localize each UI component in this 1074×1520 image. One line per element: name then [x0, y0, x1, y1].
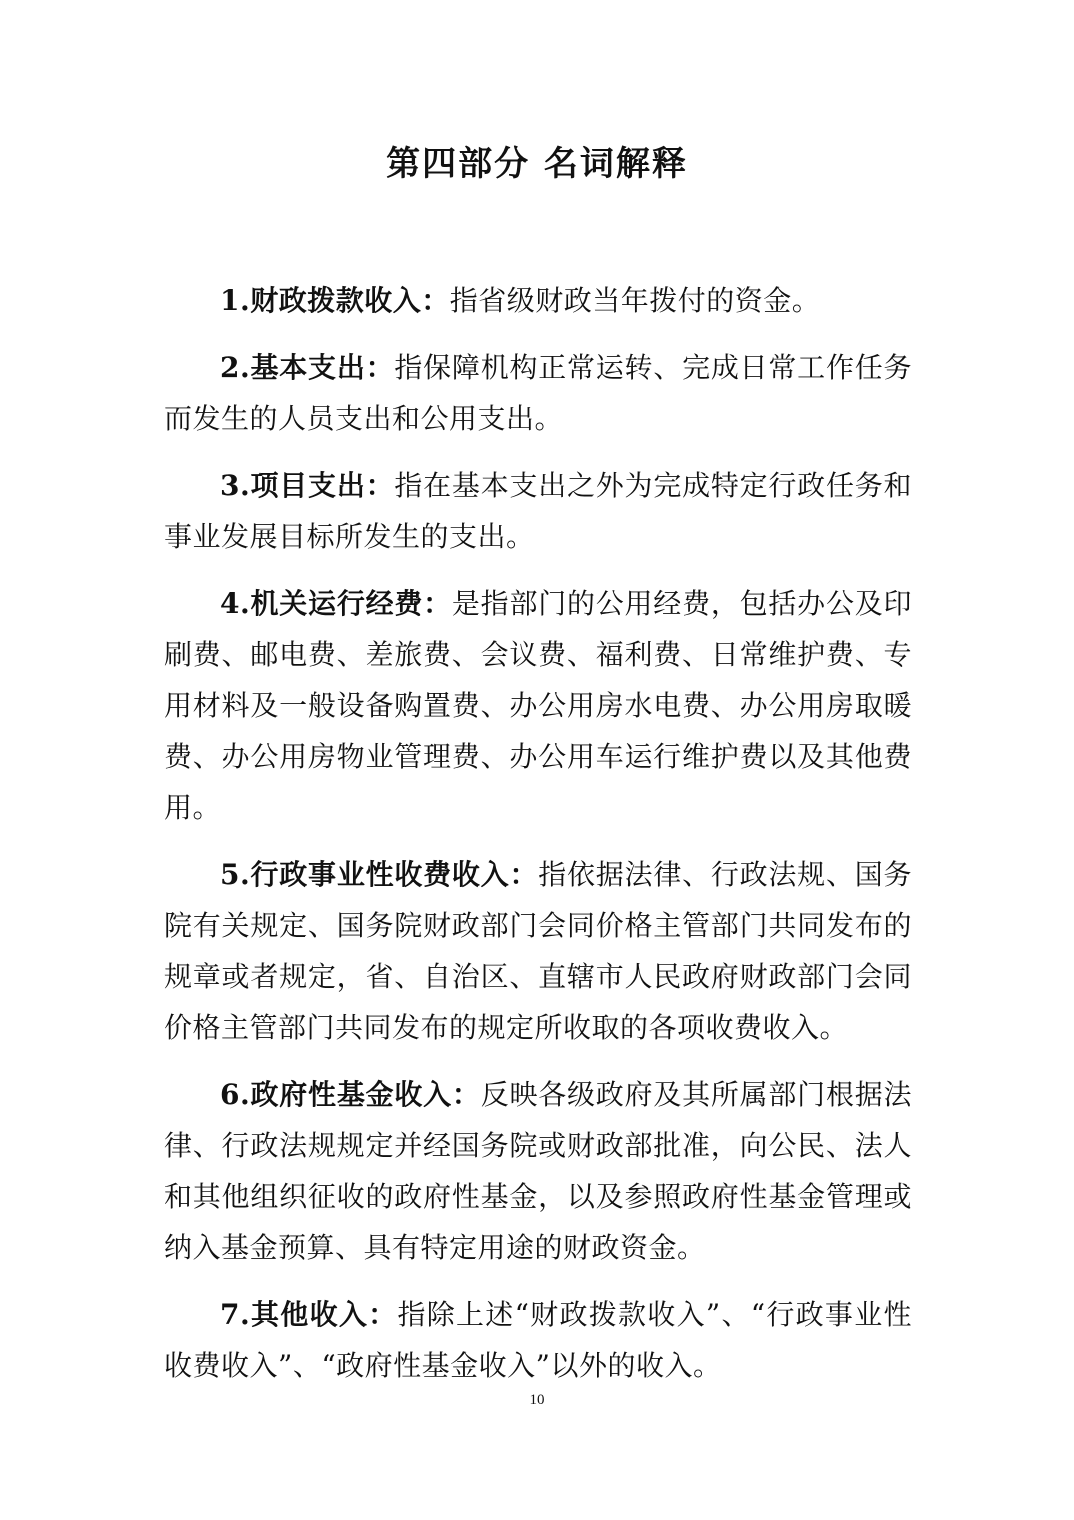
definition-item — [164, 849, 912, 1053]
definition-text: 指在基本支出之外为完成特定行政任务和事业发展目标所发生的支出。 — [164, 469, 912, 553]
definition-text: 反映各级政府及其所属部门根据法律、行政法规规定并经国务院或财政部批准，向公民、法人和其他组织征收的政府性基金，以及参照政府性基金管理或纳入基金预算、具有特定用途的财政资金。 — [164, 1078, 912, 1264]
definition-text: 指除上述“财政拨款收入”、“行政事业性收费收入”、“政府性基金收入”以外的收入。 — [164, 1298, 912, 1382]
definition-item — [164, 460, 912, 562]
definition-list — [164, 275, 912, 1407]
page-number: 10 — [529, 1392, 545, 1408]
definition-term: 6.政府性基金收入： — [220, 1078, 481, 1111]
definition-term: 4.机关运行经费： — [220, 587, 452, 620]
definition-item — [164, 1069, 912, 1273]
page-title: 第四部分 名词解释 — [386, 144, 688, 184]
definition-term: 3.项目支出： — [220, 469, 395, 502]
definition-text: 指依据法律、行政法规、国务院有关规定、国务院财政部门会同价格主管部门共同发布的规章或者规定，省、自治区、直辖市人民政府财政部门会同价格主管部门共同发布的规定所收取的各项收费收入。 — [164, 858, 912, 1044]
definition-item — [164, 342, 912, 444]
definition-text: 指省级财政当年拨付的资金。 — [449, 284, 821, 317]
definition-term: 2.基本支出： — [220, 351, 395, 384]
definition-term: 7.其他收入： — [220, 1298, 398, 1331]
definition-term: 5.行政事业性收费收入： — [220, 858, 539, 891]
definition-text: 是指部门的公用经费，包括办公及印刷费、邮电费、差旅费、会议费、福利费、日常维护费、专用材料及一般设备购置费、办公用房水电费、办公用房取暖费、办公用房物业管理费、办公用车运行维护费以及其他费用。 — [164, 587, 912, 824]
definition-item — [164, 1289, 912, 1391]
definition-term: 1.财政拨款收入： — [220, 284, 450, 317]
definition-text: 指保障机构正常运转、完成日常工作任务而发生的人员支出和公用支出。 — [164, 351, 912, 435]
definition-item — [164, 275, 912, 326]
definition-item — [164, 578, 912, 833]
